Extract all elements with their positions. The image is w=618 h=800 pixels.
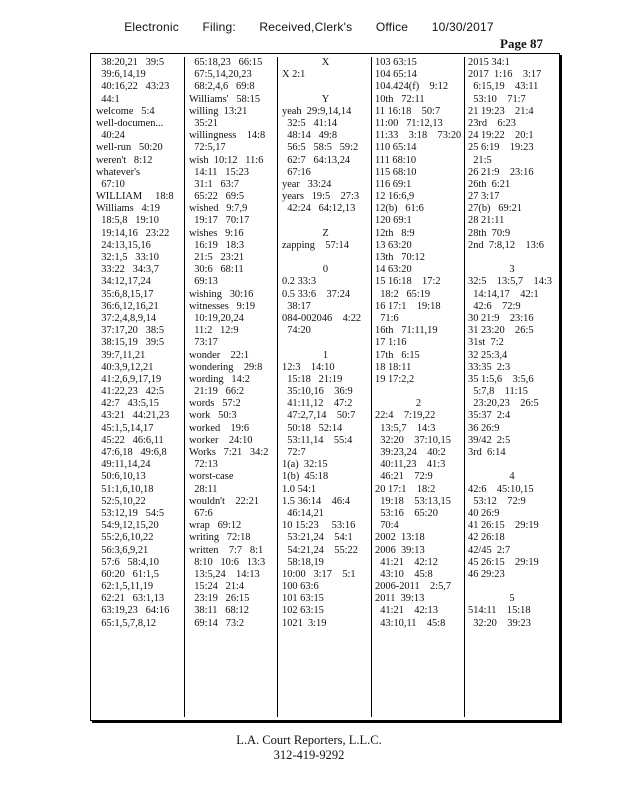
index-entry-line: 53:16 65:20 bbox=[375, 507, 438, 519]
index-column-2 bbox=[189, 57, 275, 717]
index-entry-line: 1.5 36:14 46:4 bbox=[282, 495, 351, 507]
index-entry-line: 120 69:1 bbox=[375, 215, 412, 227]
index-entry-line: 13 63:20 bbox=[375, 239, 412, 251]
index-section-letter: 4 bbox=[509, 471, 515, 483]
index-entry-line: 42:7 43:5,15 bbox=[96, 398, 159, 410]
index-entry-line: 35:6,8,15,17 bbox=[96, 288, 154, 300]
index-entry-line: weren't 8:12 bbox=[96, 154, 153, 166]
index-entry-line: 16:19 18:3 bbox=[189, 239, 245, 251]
column-divider bbox=[277, 57, 278, 717]
index-entry-line: 18 18:11 bbox=[375, 361, 412, 373]
index-entry-line: 37:17,20 38:5 bbox=[96, 325, 165, 337]
index-entry-line: 116 69:1 bbox=[375, 178, 412, 190]
index-entry-line: 40:3,9,12,21 bbox=[96, 361, 154, 373]
index-column-1 bbox=[96, 57, 182, 717]
filing-header bbox=[0, 20, 618, 34]
column-divider bbox=[371, 57, 372, 717]
index-entry-line: 21:5 23:21 bbox=[189, 252, 245, 263]
index-entry-line: 12(b) 61:6 bbox=[375, 203, 424, 215]
index-entry-line: 38:11 68:12 bbox=[189, 605, 249, 617]
index-entry-line: 41:21 42:13 bbox=[375, 605, 438, 617]
index-entry-line: 45:22 46:6,11 bbox=[96, 434, 164, 446]
index-entry-line: 32:20 37:10,15 bbox=[375, 434, 451, 446]
index-entry-line bbox=[468, 252, 556, 264]
index-entry-line: wouldn't 22:21 bbox=[189, 495, 259, 507]
index-entry-line: 42:24 64:12,13 bbox=[282, 203, 356, 215]
index-entry-line bbox=[282, 252, 369, 264]
index-column-4 bbox=[375, 57, 462, 717]
index-section-letter: Y bbox=[321, 93, 330, 105]
index-entry-line: witnesses 9:19 bbox=[189, 300, 256, 312]
index-entry-line: 30 21:9 23:16 bbox=[468, 312, 534, 324]
index-entry-line: 39:6,14,19 bbox=[96, 69, 146, 81]
index-entry-line: 71:6 bbox=[375, 312, 399, 324]
index-entry-line: 56:3,6,9,21 bbox=[96, 544, 149, 556]
index-entry-line: 46:14,21 bbox=[282, 507, 324, 519]
index-entry-line: 42:6 72:9 bbox=[468, 300, 521, 312]
index-entry-line: 28 21:11 bbox=[468, 215, 505, 227]
index-entry-line: 18:5,8 19:10 bbox=[96, 215, 159, 227]
index-entry-line bbox=[375, 386, 462, 398]
index-entry-line: 72:7 bbox=[282, 447, 306, 458]
index-column-5 bbox=[468, 57, 556, 717]
index-entry-line: worked 19:6 bbox=[189, 422, 250, 434]
index-entry-line: 36:6,12,16,21 bbox=[96, 300, 159, 312]
index-entry-line: 39:23,24 40:2 bbox=[375, 447, 446, 458]
index-entry-line: words 57:2 bbox=[189, 398, 241, 410]
index-entry-line: 53:12,19 54:5 bbox=[96, 507, 165, 519]
index-entry-line: 65:22 69:5 bbox=[189, 191, 245, 203]
index-section-letter: 0 bbox=[322, 264, 329, 276]
index-entry-line: 69:13 bbox=[189, 276, 218, 288]
index-entry-line: 115 68:10 bbox=[375, 166, 417, 178]
index-entry-line: 60:20 61:1,5 bbox=[96, 568, 159, 580]
index-entry-line: 32:5 41:14 bbox=[282, 117, 338, 129]
index-entry-line: 32:20 39:23 bbox=[468, 617, 531, 629]
index-entry-line: 19:18 53:13,15 bbox=[375, 495, 451, 507]
index-entry-line: 3rd 6:14 bbox=[468, 447, 506, 458]
index-entry-line: WILLIAM 18:8 bbox=[96, 191, 174, 203]
header-electronic: Electronic bbox=[124, 20, 179, 34]
index-entry-line: 70:4 bbox=[375, 520, 399, 532]
index-entry-line: 62:21 63:1,13 bbox=[96, 593, 165, 605]
index-entry-line: 48:14 49:8 bbox=[282, 130, 338, 142]
header-received: Received,Clerk's bbox=[259, 20, 353, 34]
index-entry-line: 2015 34:1 bbox=[468, 57, 510, 68]
index-entry-line: 73:17 bbox=[189, 337, 218, 349]
index-entry-line: 41:22,23 42:5 bbox=[96, 386, 165, 398]
index-entry-line: 102 63:15 bbox=[282, 605, 324, 617]
index-entry-line: 38:17 bbox=[282, 300, 311, 312]
index-entry-line: zapping 57:14 bbox=[282, 239, 349, 251]
index-entry-line: 16th 71:11,19 bbox=[375, 325, 438, 337]
index-entry-line: 8:10 10:6 13:3 bbox=[189, 556, 266, 568]
index-entry-line: 57:6 58:4,10 bbox=[96, 556, 159, 568]
index-entry-line: 43:10,11 45:8 bbox=[375, 617, 446, 629]
index-entry-line: 20 17:1 18:2 bbox=[375, 483, 436, 495]
index-entry-line: 69:14 73:2 bbox=[189, 617, 245, 629]
index-entry-line: willing 13:21 bbox=[189, 105, 248, 117]
index-entry-line: 50:6,10,13 bbox=[96, 471, 146, 483]
index-entry-line: 41:21 42:12 bbox=[375, 556, 438, 568]
index-entry-line: Williams' 58:15 bbox=[189, 93, 261, 105]
index-entry-line: 53:10 71:7 bbox=[468, 93, 526, 105]
index-entry-line: wrap 69:12 bbox=[189, 520, 242, 532]
index-entry-line: 52:5,10,22 bbox=[96, 495, 146, 507]
index-entry-line: 31:1 63:7 bbox=[189, 178, 239, 190]
index-entry-line: 30:6 68:11 bbox=[189, 264, 244, 276]
index-entry-line: 084-002046 4:22 bbox=[282, 312, 362, 324]
index-entry-line: 2006-2011 2:5,7 bbox=[375, 581, 452, 593]
index-entry-line: worker 24:10 bbox=[189, 434, 253, 446]
index-entry-line: 35 1:5,6 3:5,6 bbox=[468, 373, 534, 385]
index-entry-line: 74:20 bbox=[282, 325, 311, 337]
index-entry-line: 34:12,17,24 bbox=[96, 276, 151, 288]
index-entry-line: years 19:5 27:3 bbox=[282, 191, 360, 203]
index-entry-line: 32 25:3,4 bbox=[468, 349, 508, 361]
index-entry-line: 38:20,21 39:5 bbox=[96, 57, 165, 68]
index-entry-line: 15:24 21:4 bbox=[189, 581, 245, 593]
index-entry-line: 41:2,6,9,17,19 bbox=[96, 373, 162, 385]
index-entry-line: 11:00 71:12,13 bbox=[375, 117, 443, 129]
index-entry-line: 23rd 6:23 bbox=[468, 117, 516, 129]
index-entry-line: Williams 4:19 bbox=[96, 203, 160, 215]
index-entry-line: 43:10 45:8 bbox=[375, 568, 433, 580]
index-entry-line: 47:2,7,14 50:7 bbox=[282, 410, 356, 422]
index-entry-line: 31st 7:2 bbox=[468, 337, 504, 349]
index-entry-line: 27(b) 69:21 bbox=[468, 203, 522, 215]
index-entry-line: 28:11 bbox=[189, 483, 218, 495]
index-entry-line: 0.2 33:3 bbox=[282, 276, 317, 288]
index-entry-line: 72:5,17 bbox=[189, 142, 226, 154]
index-entry-line: 19 17:2,2 bbox=[375, 373, 415, 385]
index-entry-line: 110 65:14 bbox=[375, 142, 417, 154]
index-section-letter: X bbox=[321, 57, 330, 68]
index-entry-line: 63:19,23 64:16 bbox=[96, 605, 170, 617]
index-entry-line: 104 65:14 bbox=[375, 69, 417, 81]
index-entry-line: 10:19,20,24 bbox=[189, 312, 244, 324]
index-entry-line: 2006 39:13 bbox=[375, 544, 425, 556]
index-entry-line: 67:10 bbox=[96, 178, 125, 190]
index-entry-line: willingness 14:8 bbox=[189, 130, 266, 142]
index-entry-line: 40:16,22 43:23 bbox=[96, 81, 170, 93]
index-entry-line: 19:14,16 23:22 bbox=[96, 227, 170, 239]
index-entry-line: 21:19 66:2 bbox=[189, 386, 245, 398]
index-entry-line bbox=[282, 337, 369, 349]
index-entry-line: 62:7 64:13,24 bbox=[282, 154, 351, 166]
index-entry-line: 11 16:18 50:7 bbox=[375, 105, 441, 117]
index-entry-line: 54:21,24 55:22 bbox=[282, 544, 358, 556]
index-entry-line: 13:5,24 14:13 bbox=[189, 568, 260, 580]
index-entry-line: wished 9:7,9 bbox=[189, 203, 248, 215]
index-entry-line: 56:5 58:5 59:2 bbox=[282, 142, 359, 154]
index-entry-line: 33:35 2:3 bbox=[468, 361, 511, 373]
index-entry-line: 10 15:23 53:16 bbox=[282, 520, 356, 532]
index-entry-line: 1021 3:19 bbox=[282, 617, 327, 629]
index-entry-line: written 7:7 8:1 bbox=[189, 544, 264, 556]
index-entry-line: 42 26:18 bbox=[468, 532, 505, 544]
index-entry-line: wishing 30:16 bbox=[189, 288, 254, 300]
index-entry-line: whatever's bbox=[96, 166, 140, 178]
index-entry-line: 17 1:16 bbox=[375, 337, 407, 349]
index-entry-line: 65:1,5,7,8,12 bbox=[96, 617, 157, 629]
index-entry-line: 13th 70:12 bbox=[375, 252, 425, 263]
index-entry-line: 18:2 65:19 bbox=[375, 288, 431, 300]
index-entry-line: 111 68:10 bbox=[375, 154, 417, 166]
index-entry-line: 54:9,12,15,20 bbox=[96, 520, 159, 532]
index-entry-line: 19:17 70:17 bbox=[189, 215, 250, 227]
index-entry-line: 514:11 15:18 bbox=[468, 605, 531, 617]
index-entry-line: 12:3 14:10 bbox=[282, 361, 335, 373]
index-entry-line: 28th 70:9 bbox=[468, 227, 511, 239]
index-entry-line: 11:2 12:9 bbox=[189, 325, 239, 337]
index-entry-line: 27 3:17 bbox=[468, 191, 500, 203]
header-office: Office bbox=[375, 20, 409, 34]
index-entry-line: 62:1,5,11,19 bbox=[96, 581, 154, 593]
index-entry-line: 14 63:20 bbox=[375, 264, 412, 276]
index-entry-line: wishes 9:16 bbox=[189, 227, 244, 239]
index-entry-line: wording 14:2 bbox=[189, 373, 250, 385]
index-entry-line: 58:18,19 bbox=[282, 556, 324, 568]
index-entry-line: 32:5 13:5,7 14:3 bbox=[468, 276, 552, 288]
index-entry-line: 65:18,23 66:15 bbox=[189, 57, 263, 68]
index-entry-line: 43:21 44:21,23 bbox=[96, 410, 170, 422]
index-entry-line: 23:20,23 26:5 bbox=[468, 398, 539, 410]
index-entry-line: welcome 5:4 bbox=[96, 105, 155, 117]
index-entry-line: wondering 29:8 bbox=[189, 361, 263, 373]
index-entry-line: 2nd 7:8,12 13:6 bbox=[468, 239, 544, 251]
index-entry-line: 39:7,11,21 bbox=[96, 349, 146, 361]
index-entry-line: 100 63:6 bbox=[282, 581, 319, 593]
index-entry-line: 41:11,12 47:2 bbox=[282, 398, 353, 410]
index-entry-line: 16 17:1 19:18 bbox=[375, 300, 441, 312]
index-entry-line: wonder 22:1 bbox=[189, 349, 250, 361]
index-entry-line: worst-case bbox=[189, 471, 234, 483]
index-entry-line: 5:7,8 11:15 bbox=[468, 386, 528, 398]
index-entry-line: 101 63:15 bbox=[282, 593, 324, 605]
index-entry-line: 40 26:9 bbox=[468, 507, 500, 519]
index-entry-line: 53:12 72:9 bbox=[468, 495, 526, 507]
index-entry-line: 53:11,14 55:4 bbox=[282, 434, 353, 446]
footer-company: L.A. Court Reporters, L.L.C. bbox=[236, 733, 382, 747]
index-entry-line: 104.424(f) 9:12 bbox=[375, 81, 449, 93]
index-entry-line: Works 7:21 34:2 bbox=[189, 447, 269, 458]
index-entry-line: 67:5,14,20,23 bbox=[189, 69, 252, 81]
index-entry-line: 33:22 34:3,7 bbox=[96, 264, 159, 276]
index-entry-line: 51:1,6,10,18 bbox=[96, 483, 154, 495]
index-entry-line: 41 26:15 29:19 bbox=[468, 520, 539, 532]
index-section-letter: 1 bbox=[322, 349, 329, 361]
column-divider bbox=[464, 57, 465, 717]
index-entry-line: 1.0 54:1 bbox=[282, 483, 317, 495]
index-entry-line: well-documen... bbox=[96, 117, 164, 129]
index-entry-line: 67:16 bbox=[282, 166, 311, 178]
index-column-3 bbox=[282, 57, 369, 717]
index-entry-line: 42/45 2:7 bbox=[468, 544, 511, 556]
index-section-letter: 2 bbox=[415, 398, 422, 410]
index-entry-line: 40:24 bbox=[96, 130, 125, 142]
index-entry-line: well-run 50:20 bbox=[96, 142, 163, 154]
index-entry-line: 12th 8:9 bbox=[375, 227, 415, 239]
index-entry-line: 14:11 15:23 bbox=[189, 166, 249, 178]
index-entry-line: 55:2,6,10,22 bbox=[96, 532, 154, 544]
index-entry-line: 24:13,15,16 bbox=[96, 239, 151, 251]
page-number: Page 87 bbox=[500, 36, 543, 51]
index-entry-line: 22:4 7:19,22 bbox=[375, 410, 436, 422]
index-entry-line: 6:15,19 43:11 bbox=[468, 81, 539, 93]
index-entry-line bbox=[468, 581, 556, 593]
index-entry-line: 72:13 bbox=[189, 459, 218, 471]
index-entry-line: 14:14,17 42:1 bbox=[468, 288, 539, 300]
index-entry-line: 53:21,24 54:1 bbox=[282, 532, 353, 544]
index-entry-line: 2011 39:13 bbox=[375, 593, 425, 605]
index-entry-line: X 2:1 bbox=[282, 69, 306, 81]
column-divider bbox=[184, 57, 185, 717]
index-entry-line: wish 10:12 11:6 bbox=[189, 154, 264, 166]
index-entry-line: year 33:24 bbox=[282, 178, 332, 190]
index-entry-line: 12 16:6,9 bbox=[375, 191, 415, 203]
index-entry-line: 13:5,7 14:3 bbox=[375, 422, 436, 434]
index-entry-line: 46 29:23 bbox=[468, 568, 505, 580]
index-entry-line: 37:2,4,8,9,14 bbox=[96, 312, 157, 324]
index-entry-line: 15:18 21:19 bbox=[282, 373, 343, 385]
index-entry-line: 47:6,18 49:6,8 bbox=[96, 447, 167, 458]
index-entry-line: 67:6 bbox=[189, 507, 213, 519]
footer-phone: 312-419-9292 bbox=[273, 748, 345, 762]
index-entry-line: 26th 6:21 bbox=[468, 178, 511, 190]
index-entry-line: 103 63:15 bbox=[375, 57, 417, 68]
index-entry-line: 26 21:9 23:16 bbox=[468, 166, 534, 178]
index-entry-line: 38:15,19 39:5 bbox=[96, 337, 165, 349]
index-entry-line: 1(a) 32:15 bbox=[282, 459, 328, 471]
index-entry-line: 35:37 2:4 bbox=[468, 410, 511, 422]
index-entry-line: 35:21 bbox=[189, 117, 218, 129]
index-section-letter: Z bbox=[322, 227, 329, 239]
index-entry-line: 10th 72:11 bbox=[375, 93, 425, 105]
index-entry-line: 31 23:20 26:5 bbox=[468, 325, 534, 337]
index-entry-line: 0.5 33:6 37:24 bbox=[282, 288, 351, 300]
index-entry-line: 40:11,23 41:3 bbox=[375, 459, 446, 471]
index-entry-line bbox=[282, 81, 369, 93]
index-entry-line: 21 19:23 21:4 bbox=[468, 105, 534, 117]
index-entry-line: work 50:3 bbox=[189, 410, 237, 422]
index-entry-line: 10:00 3:17 5:1 bbox=[282, 568, 356, 580]
index-entry-line: 45 26:15 29:19 bbox=[468, 556, 539, 568]
index-entry-line: 36 26:9 bbox=[468, 422, 500, 434]
index-entry-line: 2002 13:18 bbox=[375, 532, 425, 544]
index-entry-line: 1(b) 45:18 bbox=[282, 471, 329, 483]
index-entry-line: 68:2,4,6 69:8 bbox=[189, 81, 255, 93]
index-entry-line bbox=[282, 215, 369, 227]
index-entry-line: 42:6 45:10,15 bbox=[468, 483, 534, 495]
index-entry-line: 44:1 bbox=[96, 93, 120, 105]
index-section-letter: 5 bbox=[509, 593, 515, 605]
index-entry-line: 35:10,16 36:9 bbox=[282, 386, 353, 398]
index-entry-line: 45:1,5,14,17 bbox=[96, 422, 154, 434]
index-entry-line: 15 16:18 17:2 bbox=[375, 276, 441, 288]
index-entry-line: 23:19 26:15 bbox=[189, 593, 250, 605]
header-filing: Filing: bbox=[202, 20, 236, 34]
index-entry-line: 2017 1:16 3:17 bbox=[468, 69, 542, 81]
index-entry-line: 17th 6:15 bbox=[375, 349, 420, 361]
index-entry-line bbox=[468, 459, 556, 471]
index-entry-line: 24 19:22 20:1 bbox=[468, 130, 534, 142]
index-section-letter: 3 bbox=[509, 264, 515, 276]
index-entry-line: 11:33 3:18 73:20 bbox=[375, 130, 462, 142]
index-entry-line: 21:5 bbox=[468, 154, 492, 166]
index-entry-line: yeah 29:9,14,14 bbox=[282, 105, 352, 117]
index-entry-line: 32:1,5 33:10 bbox=[96, 252, 159, 263]
index-entry-line: writing 72:18 bbox=[189, 532, 251, 544]
index-entry-line: 50:18 52:14 bbox=[282, 422, 343, 434]
index-entry-line: 25 6:19 19:23 bbox=[468, 142, 534, 154]
index-entry-line: 39/42 2:5 bbox=[468, 434, 511, 446]
index-entry-line: 46:21 72:9 bbox=[375, 471, 433, 483]
header-date: 10/30/2017 bbox=[431, 20, 494, 34]
index-entry-line: 49:11,14,24 bbox=[96, 459, 151, 471]
